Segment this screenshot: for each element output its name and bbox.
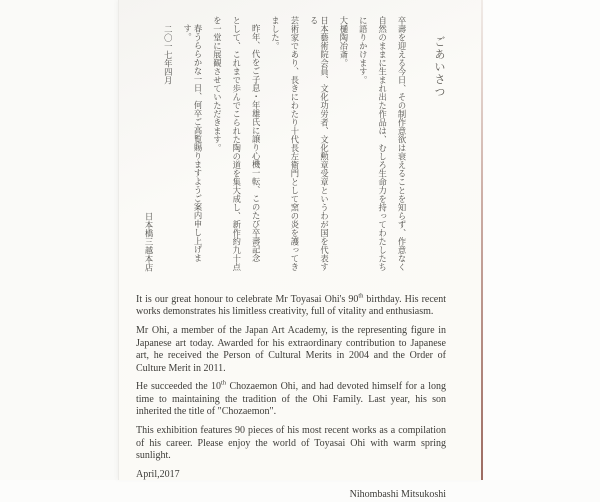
p3-text: He succeeded the 10 xyxy=(136,381,222,393)
jp-column-1: 卒壽を迎える今日、その制作意欲は衰えることを知らず、作意なく xyxy=(397,16,406,271)
p1-text: It is our great honour to celebrate Mr Toyasai Ohi's 90 xyxy=(136,294,359,305)
jp-date-column: 二〇一七年四月 xyxy=(163,25,173,85)
jp-column-9: として、これまで歩んでこられた陶の道を集大成し、新作約九十点 xyxy=(231,16,241,271)
jp-column-4-artist-name: 大樋陶冶斎。 xyxy=(338,16,348,67)
jp-column-5: 日本藝術院会員、文化功労者、文化勲章受章というわが国を代表する xyxy=(309,16,329,271)
english-greeting-block xyxy=(136,294,446,502)
jp-column-2: 自然のままに生まれ出た作品は、むしろ生命力を持ってわたしたち xyxy=(377,16,387,271)
jp-column-3: に語りかけます。 xyxy=(358,16,368,84)
jp-column-8: 昨年、代をご子息・年雄氏に譲り心機一転、このたび卒壽記念 xyxy=(251,24,261,262)
p3-text-cont: Chozaemon Ohi, and had devoted himself for a long time to maintaining the tradition of the Ohi Family. Last year, his son inherited the title of "Chozaemon". xyxy=(136,381,447,418)
jp-sender-column: 日本橋三越本店 xyxy=(143,212,153,272)
page-edge-shadow xyxy=(481,0,483,480)
english-date: April,2017 xyxy=(136,468,180,480)
greeting-title: ごあいさつ xyxy=(433,36,445,99)
english-paragraph-3 xyxy=(136,381,446,418)
japanese-greeting-block xyxy=(134,16,447,274)
p3-ordinal-sup: th xyxy=(221,380,227,388)
jp-column-10: を一堂に展観させていただきます。 xyxy=(212,16,222,152)
p1-text-cont: birthday. His recent works demonstrates his limitless creativity, full of vitality and enthusiasm. xyxy=(136,294,446,318)
english-paragraph-2: Mr Ohi, a member of the Japan Art Academy, is the representing figure in Japanese art today. Awarded for his extraordinary contribution to Japanese art, he received the Person of Cultural Merits in 2004 and the Order of Culture Merit in 2011. xyxy=(136,325,446,374)
english-paragraph-1 xyxy=(136,294,446,319)
p1-ordinal-sup: th xyxy=(358,292,364,300)
english-paragraph-4: This exhibition features 90 pieces of his most recent works as a compilation of his career. Please enjoy the world of Toyasai Ohi with warm spring sunlight. xyxy=(136,425,446,461)
jp-column-7: ました。 xyxy=(270,16,280,50)
jp-column-11: 春うららかな一日、何卒ご高覧賜りますようご案内申し上げます。 xyxy=(182,24,203,262)
jp-column-6: 芸術家であり、長きにわたり十代長左衛門として窯の炎を護ってき xyxy=(289,16,299,271)
paper-page xyxy=(118,0,483,501)
english-signature: Nihombashi Mitsukoshi xyxy=(349,489,446,501)
